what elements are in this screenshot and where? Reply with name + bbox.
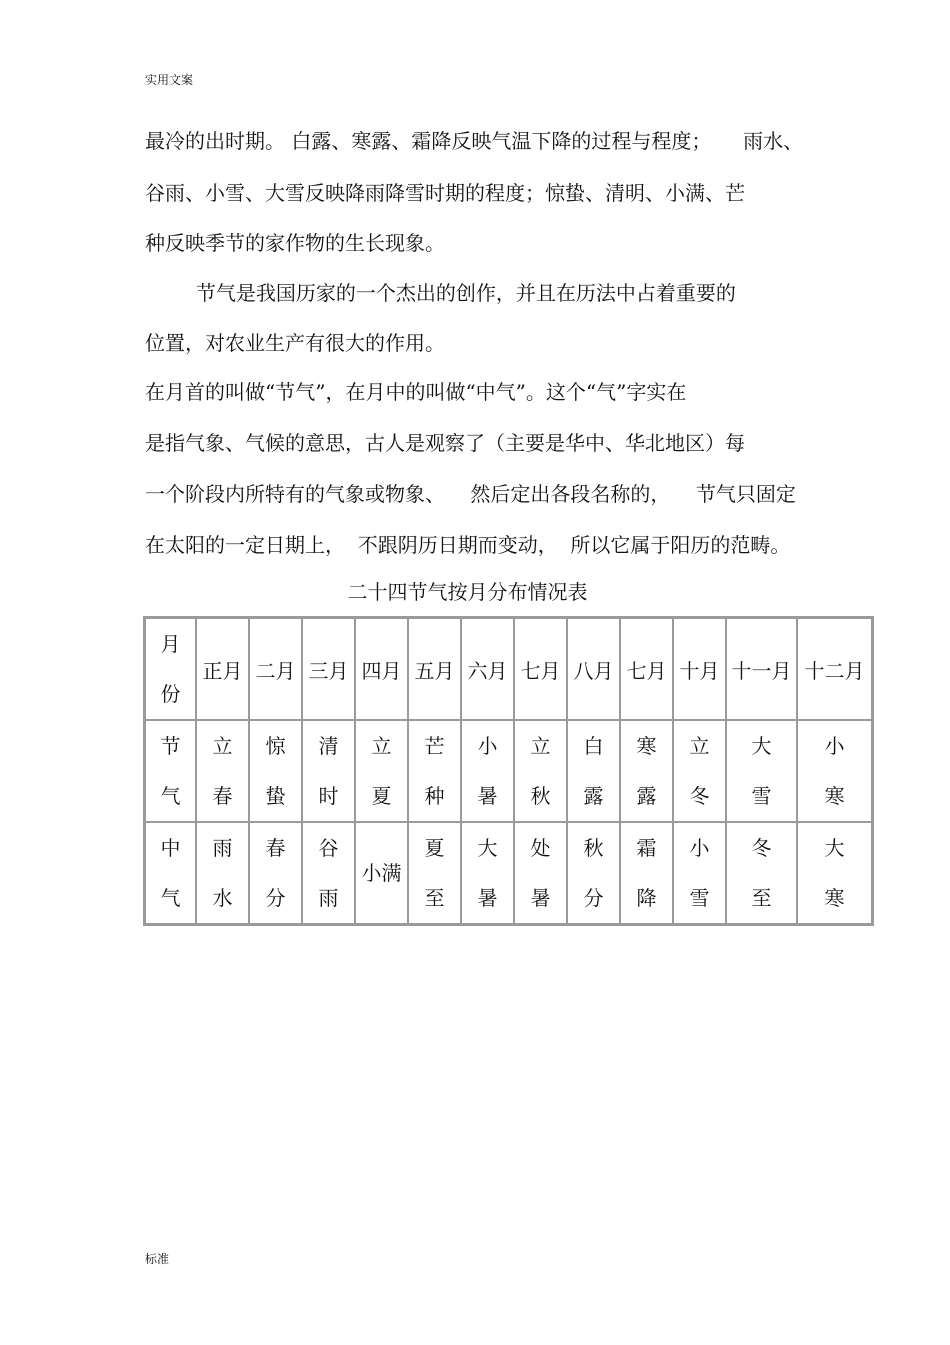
zhongqi-cell-char: 分 [265, 886, 286, 910]
jieqi-cell [726, 720, 797, 822]
row-header-zhongqi-char: 气 [160, 886, 181, 910]
jieqi-cell-char: 立 [689, 734, 710, 758]
jieqi-cell-char: 寒 [824, 784, 845, 808]
zhongqi-cell [408, 822, 461, 924]
jieqi-cell-char: 夏 [371, 784, 392, 808]
jieqi-row [145, 720, 872, 822]
zhongqi-cell-char: 寒 [824, 886, 845, 910]
month-cell: 七月 [620, 618, 673, 720]
zhongqi-cell-char: 水 [212, 886, 233, 910]
jieqi-cell-char: 雪 [751, 784, 772, 808]
jieqi-cell-char: 立 [530, 734, 551, 758]
paragraph-line: 种反映季节的家作物的生长现象。 [145, 231, 445, 255]
row-header-jieqi-char: 气 [160, 784, 181, 808]
month-cell: 六月 [461, 618, 514, 720]
zhongqi-cell-char: 夏 [424, 836, 445, 860]
month-cell: 十月 [673, 618, 726, 720]
zhongqi-cell-char: 雨 [212, 836, 233, 860]
paragraph-line: 在月首的叫做“节气”，在月中的叫做“中气”。这个“气”字实在 [145, 380, 687, 404]
paragraph-line: 节气是我国历家的一个杰出的创作，并且在历法中占着重要的 [145, 281, 736, 305]
row-header-month-char: 份 [160, 682, 181, 706]
jieqi-cell [249, 720, 302, 822]
row-header-jieqi [145, 720, 196, 822]
jieqi-cell-char: 小 [477, 734, 498, 758]
zhongqi-cell-char: 至 [424, 886, 445, 910]
zhongqi-cell [797, 822, 872, 924]
month-cell: 十二月 [797, 618, 872, 720]
jieqi-cell-char: 露 [636, 784, 657, 808]
zhongqi-cell [620, 822, 673, 924]
jieqi-cell-char: 清 [318, 734, 339, 758]
jieqi-cell [196, 720, 249, 822]
page-header: 实用文案 [145, 73, 194, 87]
jieqi-cell-char: 惊 [265, 734, 286, 758]
jieqi-cell-char: 芒 [424, 734, 445, 758]
row-header-zhongqi [145, 822, 196, 924]
page-footer: 标准 [145, 1252, 170, 1266]
zhongqi-cell [355, 822, 408, 924]
jieqi-cell-char: 春 [212, 784, 233, 808]
month-cell: 三月 [302, 618, 355, 720]
zhongqi-cell [461, 822, 514, 924]
zhongqi-cell [196, 822, 249, 924]
zhongqi-cell-char: 春 [265, 836, 286, 860]
jieqi-cell [620, 720, 673, 822]
zhongqi-cell [249, 822, 302, 924]
jieqi-cell [797, 720, 872, 822]
zhongqi-cell-char: 大 [477, 836, 498, 860]
month-cell: 五月 [408, 618, 461, 720]
solar-terms-table [143, 616, 874, 926]
jieqi-cell-char: 立 [371, 734, 392, 758]
row-header-month [145, 618, 196, 720]
jieqi-cell [673, 720, 726, 822]
zhongqi-cell-char: 谷 [318, 836, 339, 860]
jieqi-cell-char: 秋 [530, 784, 551, 808]
paragraph-line: 最冷的出时期。 白露、寒露、霜降反映气温下降的过程与程度； 雨水、 [145, 129, 804, 153]
jieqi-cell-char: 冬 [689, 784, 710, 808]
zhongqi-cell-char: 大 [824, 836, 845, 860]
jieqi-cell-char: 大 [751, 734, 772, 758]
jieqi-cell [514, 720, 567, 822]
jieqi-cell-char: 小 [824, 734, 845, 758]
zhongqi-cell-char: 冬 [751, 836, 772, 860]
jieqi-cell-char: 白 [583, 734, 604, 758]
zhongqi-cell-char: 小 [689, 836, 710, 860]
month-cell: 四月 [355, 618, 408, 720]
jieqi-cell-char: 暑 [477, 784, 498, 808]
month-cell: 七月 [514, 618, 567, 720]
jieqi-cell-char: 立 [212, 734, 233, 758]
month-cell: 十一月 [726, 618, 797, 720]
month-cell: 二月 [249, 618, 302, 720]
zhongqi-cell-char: 小满 [361, 861, 402, 885]
paragraph-line: 谷雨、小雪、大雪反映降雨降雪时期的程度；惊蛰、清明、小满、芒 [145, 181, 745, 205]
paragraph-line: 一个阶段内所特有的气象或物象、 然后定出各段名称的， 节气只固定 [145, 482, 796, 506]
zhongqi-cell [567, 822, 620, 924]
jieqi-cell [355, 720, 408, 822]
zhongqi-cell-char: 雨 [318, 886, 339, 910]
zhongqi-cell-char: 暑 [530, 886, 551, 910]
jieqi-cell-char: 时 [318, 784, 339, 808]
zhongqi-cell-char: 秋 [583, 836, 604, 860]
jieqi-cell [567, 720, 620, 822]
jieqi-cell-char: 蛰 [265, 784, 286, 808]
month-cell: 正月 [196, 618, 249, 720]
zhongqi-row [145, 822, 872, 924]
zhongqi-cell [302, 822, 355, 924]
jieqi-cell-char: 种 [424, 784, 445, 808]
zhongqi-cell [673, 822, 726, 924]
jieqi-cell [302, 720, 355, 822]
zhongqi-cell-char: 降 [636, 886, 657, 910]
jieqi-cell [461, 720, 514, 822]
jieqi-cell [408, 720, 461, 822]
zhongqi-cell-char: 分 [583, 886, 604, 910]
row-header-month-char: 月 [160, 632, 181, 656]
paragraph-line: 位置，对农业生产有很大的作用。 [145, 331, 445, 355]
paragraph-line: 在太阳的一定日期上， 不跟阴历日期而变动， 所以它属于阳历的范畴。 [145, 533, 791, 557]
row-header-jieqi-char: 节 [160, 734, 181, 758]
zhongqi-cell-char: 雪 [689, 886, 710, 910]
zhongqi-cell [514, 822, 567, 924]
jieqi-cell-char: 寒 [636, 734, 657, 758]
zhongqi-cell-char: 霜 [636, 836, 657, 860]
jieqi-cell-char: 露 [583, 784, 604, 808]
months-row [145, 618, 872, 720]
row-header-zhongqi-char: 中 [160, 836, 181, 860]
paragraph-line: 是指气象、气候的意思，古人是观察了（主要是华中、华北地区）每 [145, 431, 745, 455]
zhongqi-cell-char: 暑 [477, 886, 498, 910]
month-cell: 八月 [567, 618, 620, 720]
zhongqi-cell-char: 处 [530, 836, 551, 860]
zhongqi-cell [726, 822, 797, 924]
table-title: 二十四节气按月分布情况表 [347, 580, 588, 604]
zhongqi-cell-char: 至 [751, 886, 772, 910]
